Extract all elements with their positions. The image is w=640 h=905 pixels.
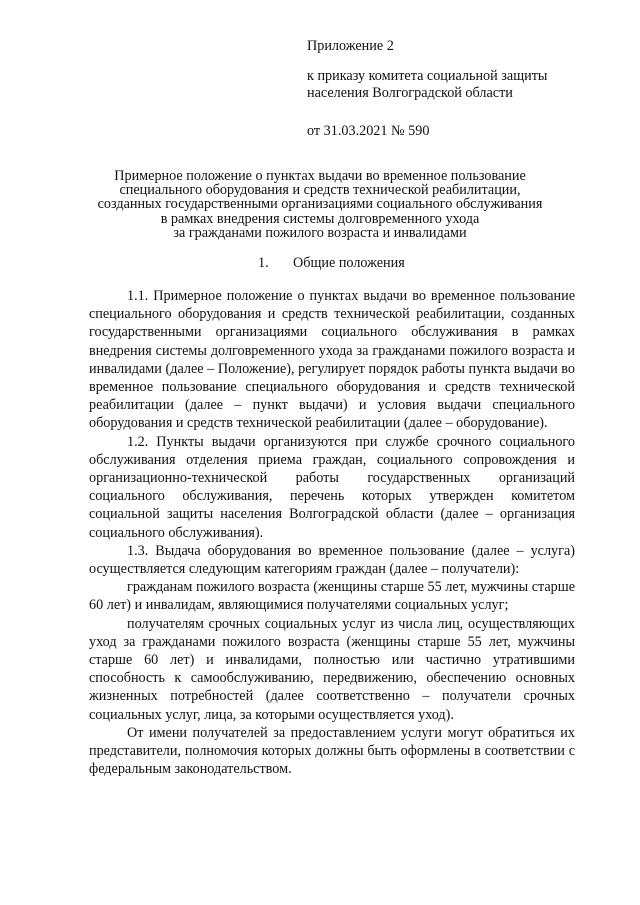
paragraph-category-elderly: гражданам пожилого возраста (женщины старше 55 лет, мужчины старше 60 лет) и инвалидам, являющимися получателями социальных услуг; — [89, 579, 575, 614]
title-line: в рамках внедрения системы долговременного ухода — [160, 210, 480, 227]
document-body — [89, 287, 575, 778]
title-line: созданных государственными организациями социального обслуживания — [97, 196, 543, 213]
order-reference-line-1: к приказу комитета социальной защиты — [307, 68, 548, 84]
title-line: Примерное положение о пунктах выдачи во временное пользование — [114, 168, 526, 184]
paragraph-representatives: От имени получателей за предоставлением услуги могут обратиться их представители, полномочия которых должны быть оформлены в соответствии с федеральным законодательством. — [89, 724, 575, 778]
title-line: за гражданами пожилого возраста и инвалидами — [173, 224, 467, 241]
paragraph-1-2: 1.2. Пункты выдачи организуются при службе срочного социального обслуживания отделения приема граждан, социального сопровождения и организационно-технической работы государственных организаций социального обслуживания, перечень которых утвержден комитетом социальной защиты населения Волгоградской области (далее – организация социального обслуживания). — [89, 433, 575, 541]
document-title — [60, 169, 580, 240]
paragraph-category-urgent: получателям срочных социальных услуг из числа лиц, осуществляющих уход за гражданами пожилого возраста (женщины старше 55 лет, мужчины старше 60 лет) и инвалидами, полностью или частично утратившими способность к самообслуживанию, передвижению, обеспечению основных жизненных потребностей (далее соответственно – получатели срочных социальных услуг, лица, за которыми осуществляется уход). — [89, 615, 575, 723]
paragraph-1-1: 1.1. Примерное положение о пунктах выдачи во временное пользование специального оборудования и средств технической реабилитации, созданных государственными организациями социального обслуживания в рамках внедрения системы долговременного ухода за гражданами пожилого возраста и инвалидами (далее – Положение), регулирует порядок работы пункта выдачи во временное пользование специального оборудования и средств технической реабилитации (далее – пункт выдачи) и условия выдачи специального оборудования и средств технической реабилитации (далее – оборудование). — [89, 288, 575, 432]
order-reference-line-2: населения Волгоградской области — [307, 85, 513, 101]
section-title: Общие положения — [293, 255, 405, 271]
order-date: от 31.03.2021 № 590 — [307, 123, 430, 139]
section-number: 1. — [258, 255, 269, 271]
title-line: специального оборудования и средств технической реабилитации, — [119, 182, 521, 199]
appendix-label: Приложение 2 — [307, 38, 394, 54]
paragraph-1-3: 1.3. Выдача оборудования во временное пользование (далее – услуга) осуществляется следующим категориям граждан (далее – получатели): — [89, 542, 575, 578]
